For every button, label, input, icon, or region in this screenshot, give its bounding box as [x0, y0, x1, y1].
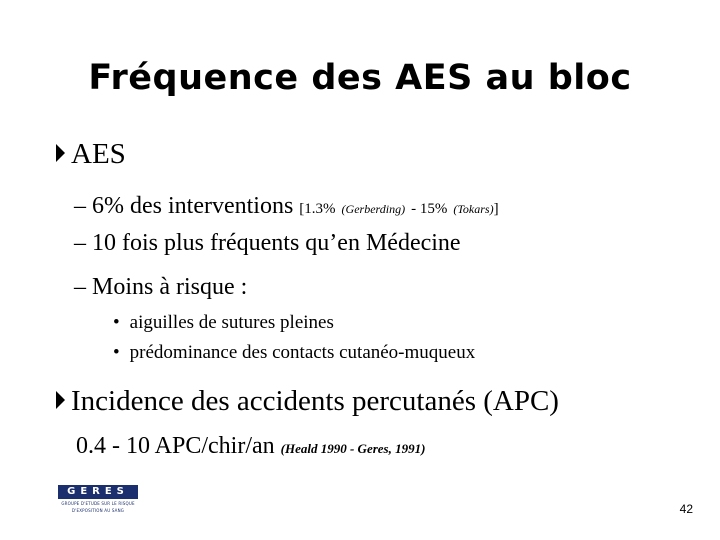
sub-item-interventions	[74, 193, 499, 220]
sub-item-risk: – Moins à risque :	[74, 274, 248, 300]
triangle-bullet-icon	[56, 144, 65, 162]
bracket-close: ]	[493, 201, 499, 217]
sub-sub-item-contacts-text: prédominance des contacts cutanéo-muqueux	[129, 342, 476, 363]
reference-gerberding: (Gerberding)	[341, 202, 406, 216]
apc-rate-text: 0.4 - 10 APC/chir/an	[76, 433, 275, 459]
geres-logo-wordmark: GERES	[58, 485, 138, 499]
reference-tokars: (Tokars)	[453, 202, 494, 216]
geres-logo	[58, 485, 138, 513]
page-number: 42	[679, 502, 693, 516]
geres-logo-subtitle-2: D'EXPOSITION AU SANG	[71, 508, 125, 513]
triangle-bullet-icon	[56, 391, 65, 409]
bullet-aes-label: AES	[71, 138, 126, 170]
apc-rate-line	[76, 433, 425, 460]
bracket-open: [1.3%	[299, 201, 336, 217]
slide-title: Fréquence des AES au bloc	[88, 58, 632, 98]
sub-sub-item-needles-text: aiguilles de sutures pleines	[129, 312, 334, 333]
reference-heald-geres: (Heald 1990 - Geres, 1991)	[280, 441, 426, 456]
sub-item-frequency: – 10 fois plus fréquents qu’en Médecine	[74, 230, 461, 256]
sub-item-interventions-text: – 6% des interventions	[74, 193, 294, 219]
sub-sub-item-needles	[113, 312, 334, 334]
dot-bullet-icon: •	[113, 312, 120, 333]
bullet-aes	[56, 138, 126, 171]
sub-sub-item-contacts	[113, 342, 475, 364]
dot-bullet-icon: •	[113, 342, 120, 363]
bullet-apc	[56, 385, 559, 418]
bullet-apc-label: Incidence des accidents percutanés (APC)	[71, 385, 559, 417]
geres-logo-subtitle-1: GROUPE D'ETUDE SUR LE RISQUE	[61, 501, 135, 506]
range-upper: - 15%	[411, 201, 448, 217]
